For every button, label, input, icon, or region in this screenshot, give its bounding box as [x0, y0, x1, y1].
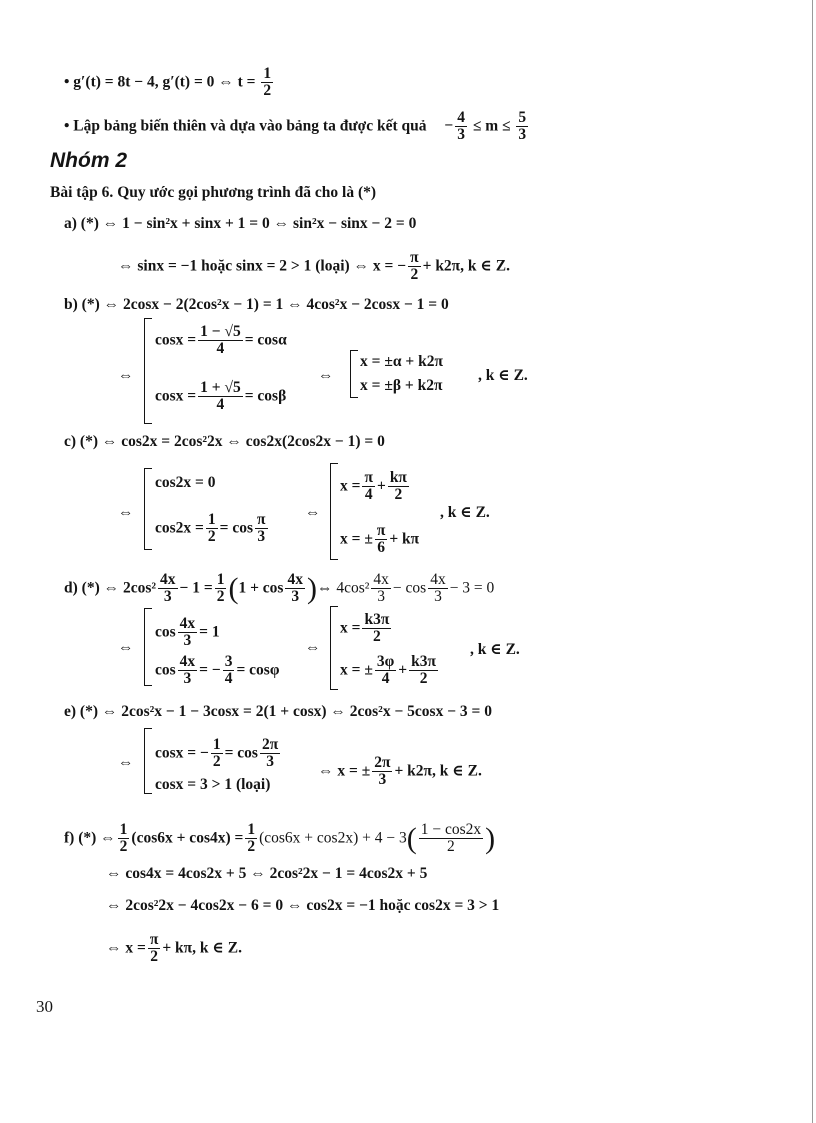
fraction-five-thirds: $\frac{5}{3}$ — [518, 109, 527, 144]
scan-edge-line — [812, 0, 813, 1123]
bullet-table-text: • Lập bảng biến thiên và dựa vào bảng ta được kết quả — [64, 117, 427, 135]
part-d-equivalent: ⇔ — [118, 639, 134, 656]
part-c-case-bracket — [144, 468, 152, 550]
part-e-case-bracket — [144, 728, 152, 794]
part-a-line2: ⇔ sinx = −1 hoặc sinx = 2 > 1 (loại) ⇔ x = − $\frac{\pi}{2}$ + k2π, k ∈ Z. — [118, 249, 510, 284]
fraction-pi-over-2: $\frac{\pi}{2}$ — [410, 249, 419, 284]
part-b-tail: , k ∈ Z. — [478, 367, 528, 384]
part-b-solution1: x = ±α + k2π — [360, 353, 443, 370]
part-d-solution1: x = $\frac{k3\pi}{2}$ — [340, 611, 390, 646]
exercise-title: Bài tập 6. Quy ước gọi phương trình đã cho là (*) — [50, 184, 377, 201]
part-d-case-bracket — [144, 608, 152, 686]
fraction-one-half: $\frac{1}{2}$ — [263, 65, 272, 100]
part-c-equivalent: ⇔ — [118, 504, 134, 521]
part-d-case1: cos $\frac{4x}{3}$ = 1 — [155, 615, 220, 650]
part-b-line1: b) (*) ⇔ 2cosx − 2(2cos²x − 1) = 1 ⇔ 4cos²x − 2cosx − 1 = 0 — [64, 296, 449, 313]
intro-bullet-table: • Lập bảng biến thiên và dựa vào bảng ta được kết quả − $\frac{4}{3}$ ≤ m ≤ $\frac{5}{3}$ — [64, 109, 527, 144]
part-c-case2: cos2x = $\frac{1}{2}$ = cos $\frac{\pi}{3}$ — [155, 511, 266, 546]
part-d-equivalent-2: ⇔ — [305, 639, 321, 656]
section-heading: Nhóm 2 — [50, 149, 128, 172]
part-c-solution1: x = $\frac{\pi}{4}$ + $\frac{k\pi}{2}$ — [340, 469, 407, 504]
part-c-equivalent-2: ⇔ — [305, 504, 321, 521]
part-c-solution-bracket — [330, 463, 338, 560]
page-number: 30 — [36, 997, 53, 1016]
part-b-equivalent: ⇔ — [118, 367, 134, 384]
part-b-case-bracket — [144, 318, 152, 424]
part-f-line1: f) (*) ⇔ $\frac{1}{2}$ (cos6x + cos4x) = $\frac{1}{2}$ (cos6x + cos2x) + 4 − 3( $\frac{1 - \cos 2x}{2}$ ) — [64, 821, 496, 856]
part-e-equivalent: ⇔ — [118, 754, 134, 771]
part-e-case2: cosx = 3 > 1 (loại) — [155, 776, 271, 793]
part-d-tail: , k ∈ Z. — [470, 641, 520, 658]
intro-bullet-derivative — [64, 66, 275, 100]
part-f-line4: ⇔ x = $\frac{\pi}{2}$ + kπ, k ∈ Z. — [106, 931, 242, 966]
fraction-four-thirds: $\frac{4}{3}$ — [457, 109, 465, 144]
part-c-line1: c) (*) ⇔ cos2x = 2cos²2x ⇔ cos2x(2cos2x − 1) = 0 — [64, 433, 385, 450]
part-d-line1: d) (*) ⇔ 2cos² $\frac{4x}{3}$ − 1 = $\frac{1}{2}$ (1 + cos $\frac{4x}{3}$ )⇔ 4cos² $\frac{4x}{3}$ − cos $\frac{4x}{3}$ − 3 = 0 — [64, 571, 495, 606]
part-f-line3: ⇔ 2cos²2x − 4cos2x − 6 = 0 ⇔ cos2x = −1 hoặc cos2x = 3 > 1 — [106, 897, 500, 914]
part-b-solution-bracket — [350, 350, 358, 398]
exercise-description: Quy ước gọi phương trình đã cho là (*) — [117, 184, 377, 201]
bullet-derivative-text: • g′(t) = 8t − 4, g′(t) = 0 ⇔ t = — [64, 73, 256, 91]
part-e-case1: cosx = − $\frac{1}{2}$ = cos $\frac{2\pi}{3}$ — [155, 736, 279, 771]
part-c-solution2: x = ± $\frac{\pi}{6}$ + kπ — [340, 522, 420, 557]
part-d-case2: cos $\frac{4x}{3}$ = − $\frac{3}{4}$ = cosφ — [155, 653, 280, 688]
part-b-equivalent-2: ⇔ — [318, 367, 334, 384]
part-b-case2: cosx = $\frac{1 + √5}{4}$ = cosβ — [155, 379, 287, 414]
part-f-line2: ⇔ cos4x = 4cos2x + 5 ⇔ 2cos²2x − 1 = 4cos2x + 5 — [106, 865, 428, 882]
part-e-line1: e) (*) ⇔ 2cos²x − 1 − 3cosx = 2(1 + cosx) ⇔ 2cos²x − 5cosx − 3 = 0 — [64, 703, 492, 720]
part-b-case1: cosx = $\frac{1 - √5}{4}$ = cosα — [155, 323, 287, 358]
part-e-solution: ⇔ x = ± $\frac{2\pi}{3}$ + k2π, k ∈ Z. — [318, 754, 482, 789]
part-b-solution2: x = ±β + k2π — [360, 377, 443, 394]
part-c-tail: , k ∈ Z. — [440, 504, 490, 521]
part-c-case1: cos2x = 0 — [155, 474, 216, 491]
part-d-solution-bracket — [330, 606, 338, 690]
part-d-solution2: x = ± $\frac{3\varphi}{4}$ + $\frac{k3\pi}{2}$ — [340, 653, 436, 688]
part-a-line1: a) (*) ⇔ 1 − sin²x + sinx + 1 = 0 ⇔ sin²x − sinx − 2 = 0 — [64, 215, 417, 232]
